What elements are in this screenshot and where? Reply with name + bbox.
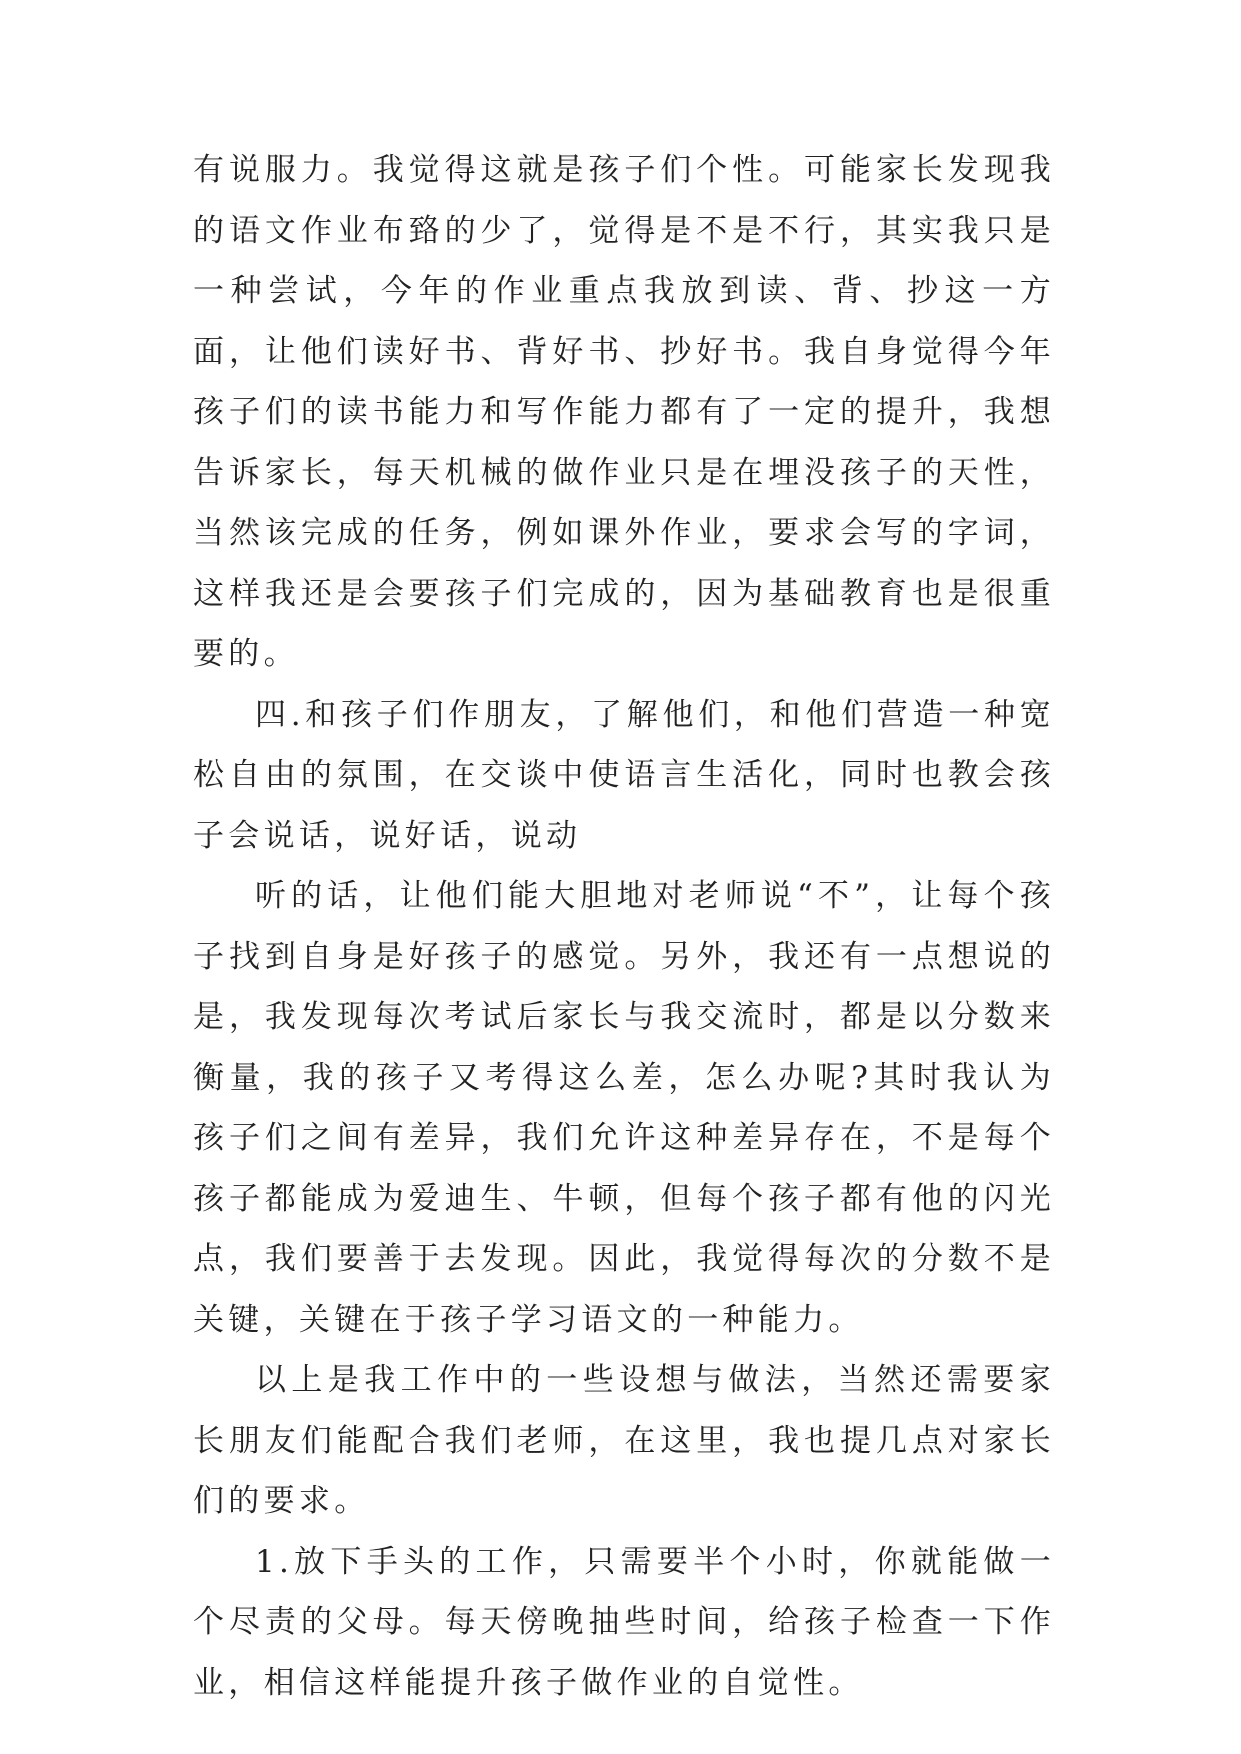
paragraph-point-four: 四.和孩子们作朋友，了解他们，和他们营造一种宽松自由的氛围，在交谈中使语言生活化，同时也教会孩子会说话，说好话，说动 [193,696,1055,854]
paragraph-requests-to-parents: 以上是我工作中的一些设想与做法，当然还需要家长朋友们能配合我们老师，在这里，我也提几点对家长们的要求。 [193,1362,1055,1519]
paragraph-continued-homework: 有说服力。我觉得这就是孩子们个性。可能家长发现我的语文作业布臵的少了，觉得是不是不行，其实我只是一种尝试，今年的作业重点我放到读、背、抄这一方面，让他们读好书、背好书、抄好书。我自身觉得今年孩子们的读书能力和写作能力都有了一定的提升，我想告诉家长，每天机械的做作业只是在埋没孩子的天性，当然该完成的任务，例如课外作业，要求会写的字词，这样我还是会要孩子们完成的，因为基础教育也是很重要的。 [193,152,1055,672]
document-body [193,140,1055,1713]
paragraph-request-one: 1.放下手头的工作，只需要半个小时，你就能做一个尽责的父母。每天傍晚抽些时间，给孩子检查一下作业，相信这样能提升孩子做作业的自觉性。 [193,1543,1055,1701]
paragraph-listening-and-scores: 听的话，让他们能大胆地对老师说“不”，让每个孩子找到自身是好孩子的感觉。另外，我还有一点想说的是，我发现每次考试后家长与我交流时，都是以分数来衡量，我的孩子又考得这么差，怎么办呢?其时我认为孩子们之间有差异，我们允许这种差异存在，不是每个孩子都能成为爱迪生、牛顿，但每个孩子都有他的闪光点，我们要善于去发现。因此，我觉得每次的分数不是关键，关键在于孩子学习语文的一种能力。 [193,878,1055,1338]
